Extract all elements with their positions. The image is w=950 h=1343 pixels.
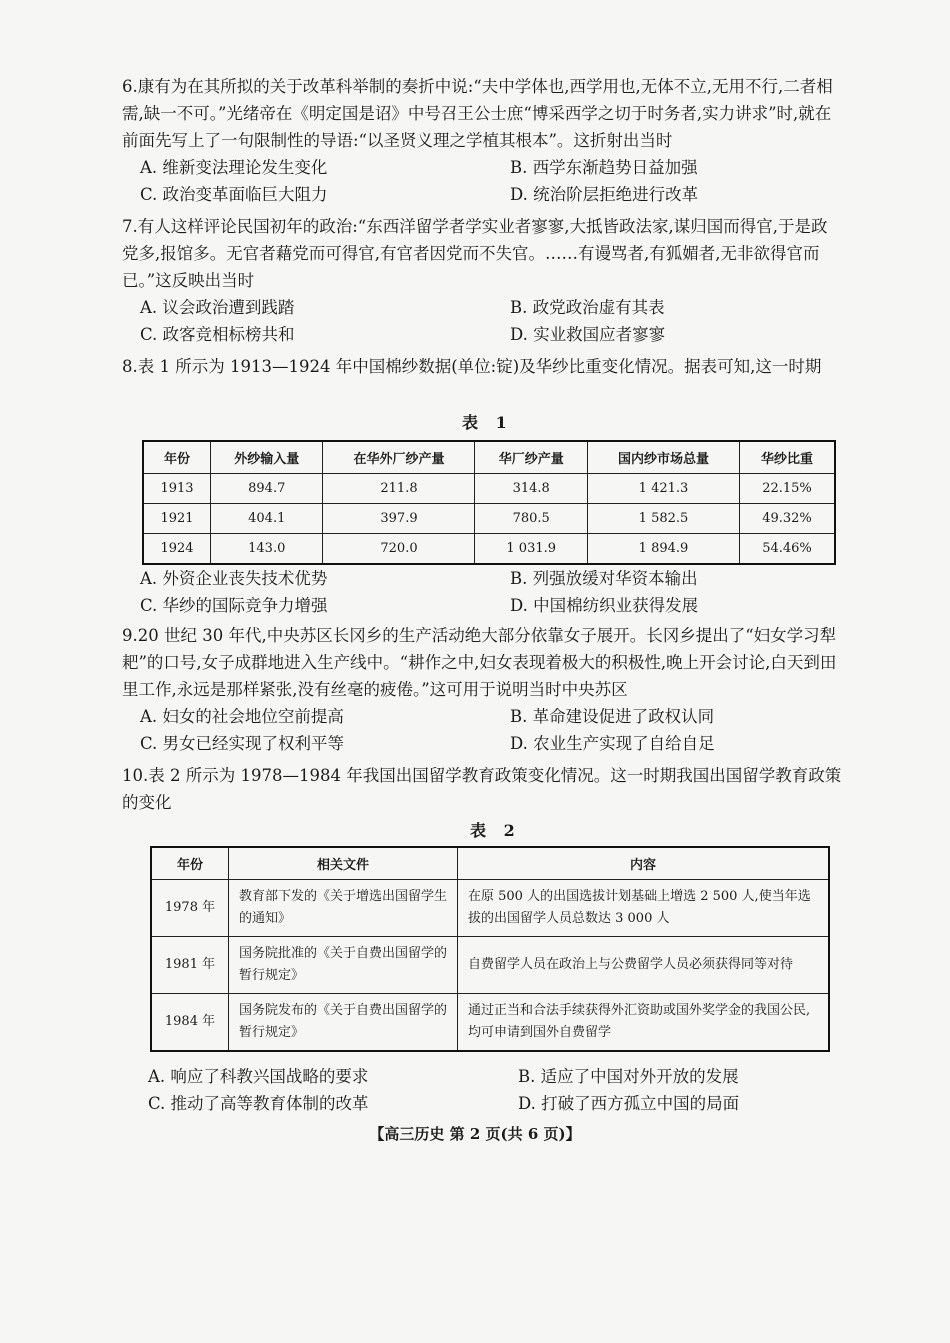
cell: 1978 年 xyxy=(151,880,229,937)
cell: 自费留学人员在政治上与公费留学人员必须获得同等对待 xyxy=(458,937,830,994)
table-2-caption: 表 2 xyxy=(470,821,521,840)
cell: 49.32% xyxy=(740,504,836,534)
option-a[interactable]: A. 响应了科教兴国战略的要求 xyxy=(148,1067,369,1086)
option-b[interactable]: B. 适应了中国对外开放的发展 xyxy=(518,1067,739,1086)
option-d[interactable]: D. 实业救国应者寥寥 xyxy=(510,325,666,344)
cell: 780.5 xyxy=(475,504,587,534)
option-b[interactable]: B. 革命建设促进了政权认同 xyxy=(510,707,715,726)
option-c[interactable]: C. 政客竞相标榜共和 xyxy=(140,325,295,344)
question-8-options-block xyxy=(122,565,842,619)
table-row xyxy=(143,504,835,534)
question-10-options xyxy=(148,1063,850,1117)
question-8-options xyxy=(140,565,842,619)
table-header-row xyxy=(143,441,835,474)
header-cell: 国内纱市场总量 xyxy=(587,441,739,474)
cell: 54.46% xyxy=(740,534,836,565)
cell: 720.0 xyxy=(323,534,475,565)
question-9-options xyxy=(140,703,842,757)
cell: 22.15% xyxy=(740,474,836,504)
cell: 1 582.5 xyxy=(587,504,739,534)
table-1 xyxy=(142,440,836,565)
table-row xyxy=(143,474,835,504)
cell: 在原 500 人的出国选拔计划基础上增选 2 500 人,使当年选拔的出国留学人员总数达 3 000 人 xyxy=(458,880,830,937)
option-d[interactable]: D. 中国棉纺织业获得发展 xyxy=(510,596,699,615)
cell: 211.8 xyxy=(323,474,475,504)
cell: 404.1 xyxy=(211,504,323,534)
option-b[interactable]: B. 政党政治虚有其表 xyxy=(510,298,665,317)
question-10-stem: 10.表 2 所示为 1978—1984 年我国出国留学教育政策变化情况。这一时期我国出国留学教育政策的变化 xyxy=(122,766,842,812)
question-6-options xyxy=(140,154,842,208)
header-cell: 外纱输入量 xyxy=(211,441,323,474)
header-cell: 华纱比重 xyxy=(740,441,836,474)
question-8 xyxy=(122,353,842,380)
question-7-options xyxy=(140,294,842,348)
cell: 国务院批准的《关于自费出国留学的暂行规定》 xyxy=(229,937,458,994)
option-a[interactable]: A. 议会政治遭到践踏 xyxy=(140,298,295,317)
option-c[interactable]: C. 男女已经实现了权利平等 xyxy=(140,734,345,753)
option-d[interactable]: D. 农业生产实现了自给自足 xyxy=(510,734,715,753)
question-9-stem: 9.20 世纪 30 年代,中央苏区长冈乡的生产活动绝大部分依靠女子展开。长冈乡提出了“妇女学习犁耙”的口号,女子成群地进入生产线中。“耕作之中,妇女表现着极大的积极性,晚上开会讨论,白天到田里工作,永远是那样紧张,没有丝毫的疲倦。”这可用于说明当时中央苏区 xyxy=(122,626,837,699)
option-a[interactable]: A. 维新变法理论发生变化 xyxy=(140,158,328,177)
cell: 314.8 xyxy=(475,474,587,504)
cell: 国务院发布的《关于自费出国留学的暂行规定》 xyxy=(229,994,458,1052)
cell: 1921 xyxy=(143,504,211,534)
question-10 xyxy=(122,762,842,816)
header-cell: 年份 xyxy=(151,847,229,880)
option-c[interactable]: C. 政治变革面临巨大阻力 xyxy=(140,185,328,204)
option-a[interactable]: A. 妇女的社会地位空前提高 xyxy=(140,707,344,726)
option-d[interactable]: D. 打破了西方孤立中国的局面 xyxy=(518,1094,740,1113)
table-row xyxy=(151,880,829,937)
option-d[interactable]: D. 统治阶层拒绝进行改革 xyxy=(510,185,699,204)
table-row xyxy=(143,534,835,565)
cell: 1 421.3 xyxy=(587,474,739,504)
table-row xyxy=(151,994,829,1052)
cell: 1981 年 xyxy=(151,937,229,994)
option-a[interactable]: A. 外资企业丧失技术优势 xyxy=(140,569,328,588)
cell: 教育部下发的《关于增选出国留学生的通知》 xyxy=(229,880,458,937)
question-6-stem: 6.康有为在其所拟的关于改革科举制的奏折中说:“夫中学体也,西学用也,无体不立,无用不行,二者相需,缺一不可。”光绪帝在《明定国是诏》中号召王公士庶“博采西学之切于时务者,实力讲求”时,就在前面先写上了一句限制性的导语:“以圣贤义理之学植其根本”。这折射出当时 xyxy=(122,77,833,150)
cell: 1 894.9 xyxy=(587,534,739,565)
option-b[interactable]: B. 列强放缓对华资本输出 xyxy=(510,569,698,588)
header-cell: 年份 xyxy=(143,441,211,474)
page-footer: 【高三历史 第 2 页(共 6 页)】 xyxy=(369,1125,581,1143)
cell: 1913 xyxy=(143,474,211,504)
table-row xyxy=(151,937,829,994)
question-10-options-block xyxy=(130,1063,850,1117)
cell: 143.0 xyxy=(211,534,323,565)
header-cell: 华厂纱产量 xyxy=(475,441,587,474)
cell: 397.9 xyxy=(323,504,475,534)
cell: 894.7 xyxy=(211,474,323,504)
header-cell: 相关文件 xyxy=(229,847,458,880)
header-cell: 内容 xyxy=(458,847,830,880)
question-7 xyxy=(122,213,842,348)
question-8-stem: 8.表 1 所示为 1913—1924 年中国棉纱数据(单位:锭)及华纱比重变化情况。据表可知,这一时期 xyxy=(122,357,822,376)
cell: 1 031.9 xyxy=(475,534,587,565)
header-cell: 在华外厂纱产量 xyxy=(323,441,475,474)
table-1-caption: 表 1 xyxy=(462,413,513,432)
cell: 通过正当和合法手续获得外汇资助或国外奖学金的我国公民,均可申请到国外自费留学 xyxy=(458,994,830,1052)
option-c[interactable]: C. 推动了高等教育体制的改革 xyxy=(148,1094,369,1113)
option-c[interactable]: C. 华纱的国际竞争力增强 xyxy=(140,596,328,615)
cell: 1924 xyxy=(143,534,211,565)
question-9 xyxy=(122,622,842,757)
table-header-row xyxy=(151,847,829,880)
question-6 xyxy=(122,73,842,208)
table-2 xyxy=(150,846,830,1052)
question-7-stem: 7.有人这样评论民国初年的政治:“东西洋留学者学实业者寥寥,大抵皆政法家,谋归国而得官,于是政党多,报馆多。无官者藉党而可得官,有官者因党而不失官。……有谩骂者,有狐媚者,无非欲得官而已。”这反映出当时 xyxy=(122,217,828,290)
cell: 1984 年 xyxy=(151,994,229,1052)
option-b[interactable]: B. 西学东渐趋势日益加强 xyxy=(510,158,698,177)
